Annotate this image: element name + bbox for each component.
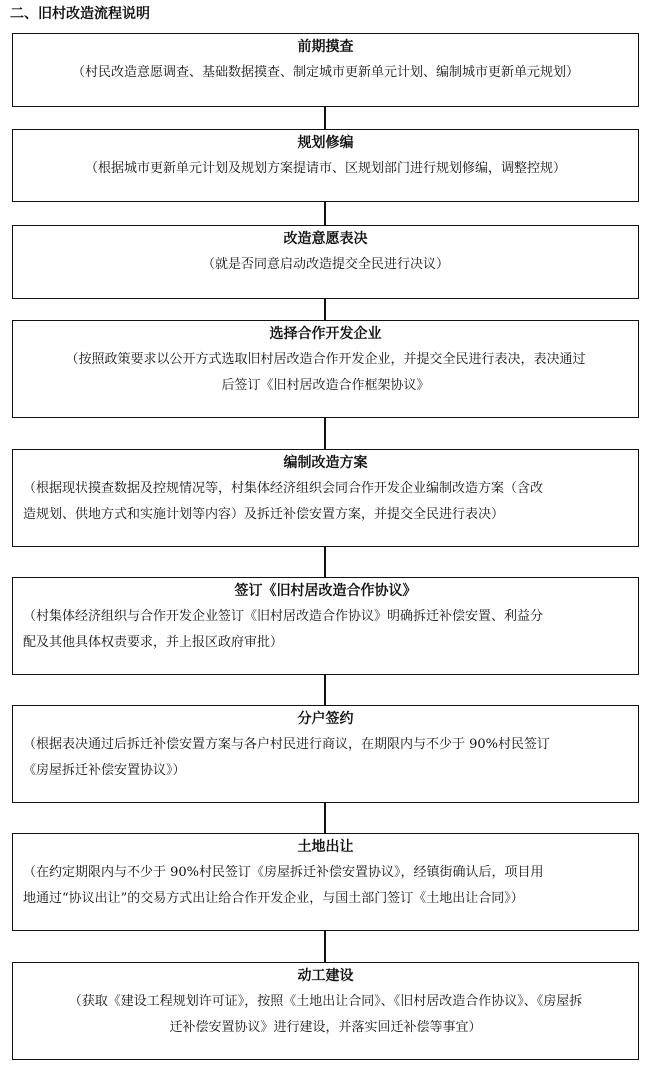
flow-step-plan-revision: [12, 129, 639, 202]
step-description: [13, 860, 638, 912]
flow-connector: [324, 675, 326, 705]
step-description-line: 配及其他具体权责要求，并上报区政府审批）: [23, 635, 284, 650]
step-description-line: （在约定期限内与不少于 90%村民签订《房屋拆迁补偿安置协议》，经镇街确认后，项目用: [23, 865, 544, 880]
step-description-line: （根据城市更新单元计划及规划方案提请市、区规划部门进行规划修编，调整控规）: [84, 161, 566, 176]
step-description-line: （就是否同意启动改造提交全民进行决议）: [201, 257, 449, 272]
step-title: 改造意愿表决: [283, 231, 368, 247]
step-description: [13, 604, 638, 656]
step-title: 编制改造方案: [283, 455, 368, 471]
step-description-line: 《房屋拆迁补偿安置协议》）: [23, 763, 186, 778]
step-description: [13, 476, 638, 528]
step-description-line: 地通过“协议出让”的交易方式出让给合作开发企业，与国土部门签订《土地出让合同》）: [23, 891, 524, 906]
step-description: [13, 60, 638, 86]
step-title: 分户签约: [297, 711, 354, 727]
flow-connector: [324, 803, 326, 833]
step-description-line: 造规划、供地方式和实施计划等内容）及拆迁补偿安置方案，并提交全民进行表决）: [23, 507, 505, 522]
step-description: [13, 989, 638, 1041]
step-description-line: 后签订《旧村居改造合作框架协议》: [221, 378, 430, 393]
step-description-line: （根据表决通过后拆迁补偿安置方案与各户村民进行商议，在期限内与不少于 90%村民签订: [23, 737, 551, 752]
flow-connector: [324, 931, 326, 962]
flow-connector: [324, 202, 326, 225]
flow-connector: [324, 418, 326, 449]
flow-step-land-transfer: [12, 833, 639, 931]
section-title: 二、旧村改造流程说明: [10, 6, 150, 22]
flow-connector: [324, 547, 326, 577]
step-title: 规划修编: [297, 135, 354, 151]
step-description-line: （获取《建设工程规划许可证》，按照《土地出让合同》、《旧村居改造合作协议》、《房屋拆: [68, 994, 583, 1009]
step-description-line: （根据现状摸查数据及控规情况等，村集体经济组织会同合作开发企业编制改造方案（含改: [23, 481, 544, 496]
step-description-line: 迁补偿安置协议》进行建设，并落实回迁补偿等事宜）: [169, 1020, 482, 1035]
step-description: [13, 347, 638, 399]
flow-step-preliminary-survey: [12, 33, 639, 107]
flow-step-select-developer: [12, 320, 639, 418]
flow-connector: [324, 107, 326, 129]
step-description: [13, 732, 638, 784]
step-title: 前期摸查: [297, 39, 354, 55]
step-description-line: （按照政策要求以公开方式选取旧村居改造合作开发企业，并提交全民进行表决，表决通过: [65, 352, 586, 367]
step-description-line: （村集体经济组织与合作开发企业签订《旧村居改造合作协议》明确拆迁补偿安置、利益分: [23, 609, 544, 624]
step-description-line: （村民改造意愿调查、基础数据摸查、制定城市更新单元计划、编制城市更新单元规划）: [71, 65, 579, 80]
flow-step-sign-cooperation-agreement: [12, 577, 639, 675]
step-description: [13, 156, 638, 182]
flow-step-construction: [12, 962, 639, 1060]
step-title: 土地出让: [297, 839, 354, 855]
step-title: 签订《旧村居改造合作协议》: [234, 583, 417, 599]
flow-step-willingness-vote: [12, 225, 639, 299]
flow-step-renovation-plan: [12, 449, 639, 547]
step-description: [13, 252, 638, 278]
step-title: 动工建设: [297, 968, 354, 984]
flow-connector: [324, 299, 326, 320]
step-title: 选择合作开发企业: [269, 326, 382, 342]
flow-step-household-signing: [12, 705, 639, 803]
